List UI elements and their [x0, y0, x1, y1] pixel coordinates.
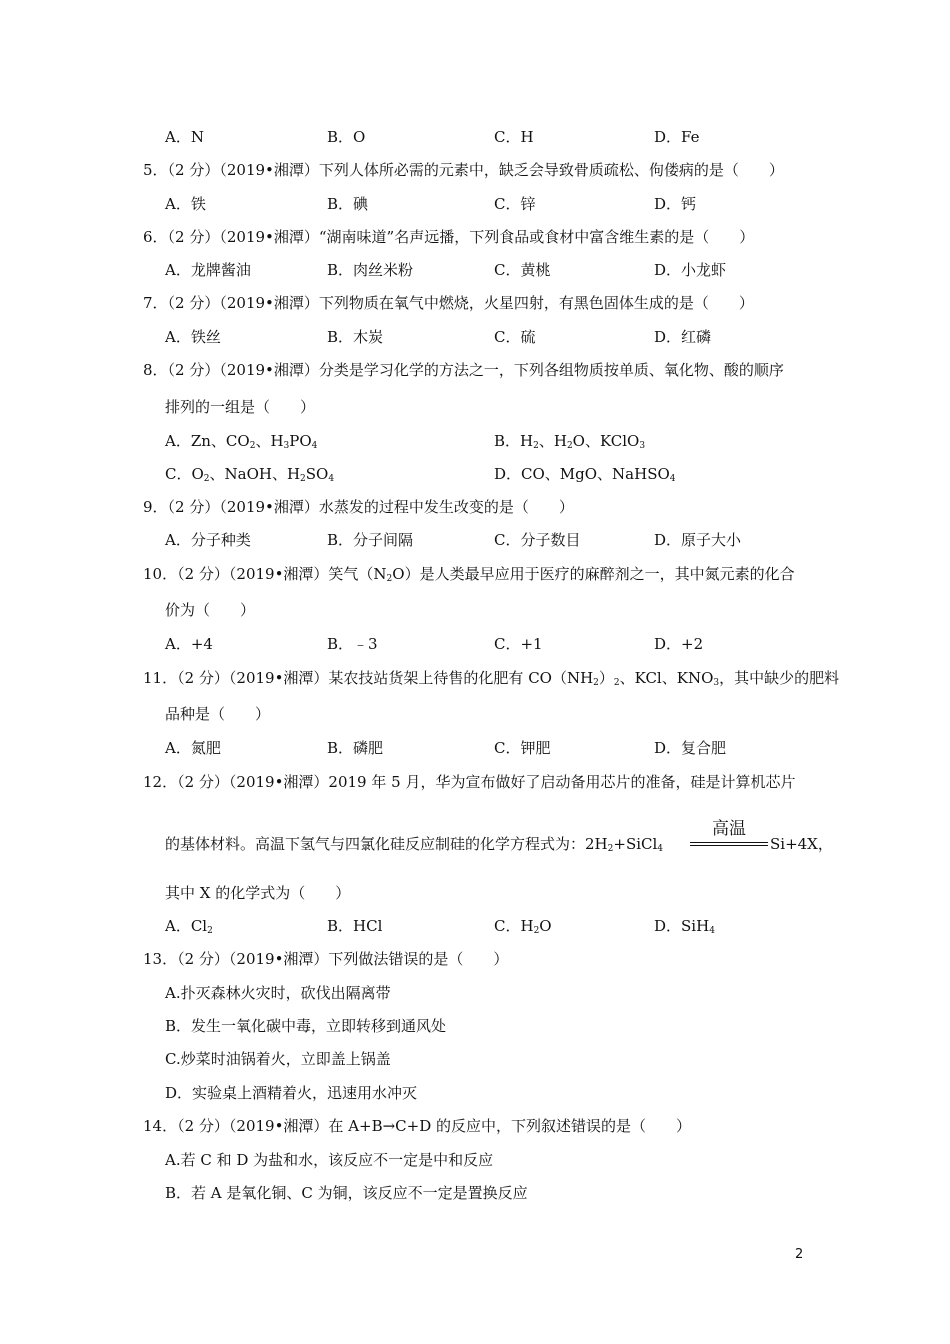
q8-option-b: B．$H_2$、$H_2O$、KClO$_3$	[494, 432, 646, 451]
q13-option-a: A.扑灭森林火灾时，砍伐出隔离带	[165, 984, 391, 1002]
q9-option-a: A．分子种类	[165, 531, 251, 549]
q7-option-d: D．红磷	[654, 328, 712, 346]
q12-stem-line2-end: Si+4X，	[770, 835, 833, 853]
q8-stem-line2: 排列的一组是（ ）	[165, 398, 316, 416]
q11-option-d: D．复合肥	[654, 739, 727, 757]
q11-stem-line1: 11．（2 分）（2019•湘潭）某农技站货架上待售的化肥有 $CO(NH_2)_2$、KCl、$KNO_3$，其中缺少的肥料	[143, 669, 840, 688]
q14-option-b: B．若 A 是氧化铜、C 为铜，该反应不一定是置换反应	[165, 1184, 528, 1202]
reaction-condition-label: 高温	[712, 819, 746, 839]
q9-option-c: C．分子数目	[494, 531, 581, 549]
q12-stem-line2: 的基体材料。高温下氢气与四氯化硅反应制硅的化学方程式为：$2H_2+SiCl_4$	[165, 835, 664, 854]
q10-stem-line1: 10．（2 分）（2019•湘潭）笑气$(N_2O)$是人类最早应用于医疗的麻醉剂之一，其中氮元素的化合	[143, 565, 795, 584]
q5-option-c: C．锌	[494, 195, 536, 213]
q11-option-c: C．钾肥	[494, 739, 551, 757]
q12-option-c: C．$H_2O$	[494, 917, 552, 936]
q9-option-b: B．分子间隔	[327, 531, 414, 549]
q10-option-d: D．+2	[654, 635, 704, 653]
q4-option-a: A．N	[165, 128, 204, 146]
q10-option-b: B．﹣3	[327, 635, 378, 653]
q5-option-a: A．铁	[165, 195, 206, 213]
q9-option-d: D．原子大小	[654, 531, 742, 549]
q14-stem: 14．（2 分）（2019•湘潭）在 A+B→C+D 的反应中，下列叙述错误的是（ ）	[143, 1117, 692, 1135]
q7-option-c: C．硫	[494, 328, 536, 346]
q10-option-c: C．+1	[494, 635, 543, 653]
q12-option-b: B．HCl	[327, 917, 383, 935]
q6-stem: 6．（2 分）（2019•湘潭）“湖南味道”名声远播，下列食品或食材中富含维生素的是（ ）	[143, 228, 755, 246]
q8-option-d: D．CO、MgO、NaHSO$_4$	[494, 465, 676, 484]
q6-option-a: A．龙牌酱油	[165, 261, 251, 279]
q11-stem-line2: 品种是（ ）	[165, 705, 271, 723]
q4-option-c: C．H	[494, 128, 534, 146]
equals-line-top	[690, 842, 768, 843]
q7-option-b: B．木炭	[327, 328, 384, 346]
q10-stem-line2: 价为（ ）	[165, 601, 256, 619]
q8-option-a: A．Zn、$CO_2$、$H_3PO_4$	[165, 432, 318, 451]
reaction-condition	[690, 818, 768, 846]
q13-option-b: B．发生一氧化碳中毒，立即转移到通风处	[165, 1017, 447, 1035]
q13-stem: 13．（2 分）（2019•湘潭）下列做法错误的是（ ）	[143, 950, 509, 968]
q10-option-a: A．+4	[165, 635, 213, 653]
q14-option-a: A.若 C 和 D 为盐和水，该反应不一定是中和反应	[165, 1151, 494, 1169]
q5-stem: 5．（2 分）（2019•湘潭）下列人体所必需的元素中，缺乏会导致骨质疏松、佝偻病的是（ ）	[143, 161, 784, 179]
q11-option-a: A．氮肥	[165, 739, 221, 757]
q6-option-d: D．小龙虾	[654, 261, 727, 279]
q7-stem: 7．（2 分）（2019•湘潭）下列物质在氧气中燃烧，火星四射，有黑色固体生成的是（ ）	[143, 294, 754, 312]
q4-option-b: B．O	[327, 128, 366, 146]
q11-option-b: B．磷肥	[327, 739, 384, 757]
q12-stem-line3: 其中 X 的化学式为（ ）	[165, 884, 351, 902]
q5-option-d: D．钙	[654, 195, 697, 213]
q12-stem-line1: 12．（2 分）（2019•湘潭）2019 年 5 月，华为宣布做好了启动备用芯片的准备，硅是计算机芯片	[143, 773, 796, 791]
page-number: 2	[795, 1247, 804, 1262]
equals-line-bottom	[690, 845, 768, 846]
q8-stem-line1: 8．（2 分）（2019•湘潭）分类是学习化学的方法之一，下列各组物质按单质、氧化物、酸的顺序	[143, 361, 784, 379]
q4-option-d: D．Fe	[654, 128, 700, 146]
q13-option-c: C.炒菜时油锅着火，立即盖上锅盖	[165, 1050, 391, 1068]
q12-option-a: A．$Cl_2$	[165, 917, 213, 936]
q13-option-d: D．实验桌上酒精着火，迅速用水冲灭	[165, 1084, 418, 1102]
q5-option-b: B．碘	[327, 195, 369, 213]
q8-option-c: C．$O_2$、NaOH、$H_2SO_4$	[165, 465, 335, 484]
q7-option-a: A．铁丝	[165, 328, 221, 346]
q9-stem: 9．（2 分）（2019•湘潭）水蒸发的过程中发生改变的是（ ）	[143, 498, 574, 516]
q12-option-d: D．SiH$_4$	[654, 917, 715, 936]
q6-option-c: C．黄桃	[494, 261, 551, 279]
q6-option-b: B．肉丝米粉	[327, 261, 414, 279]
